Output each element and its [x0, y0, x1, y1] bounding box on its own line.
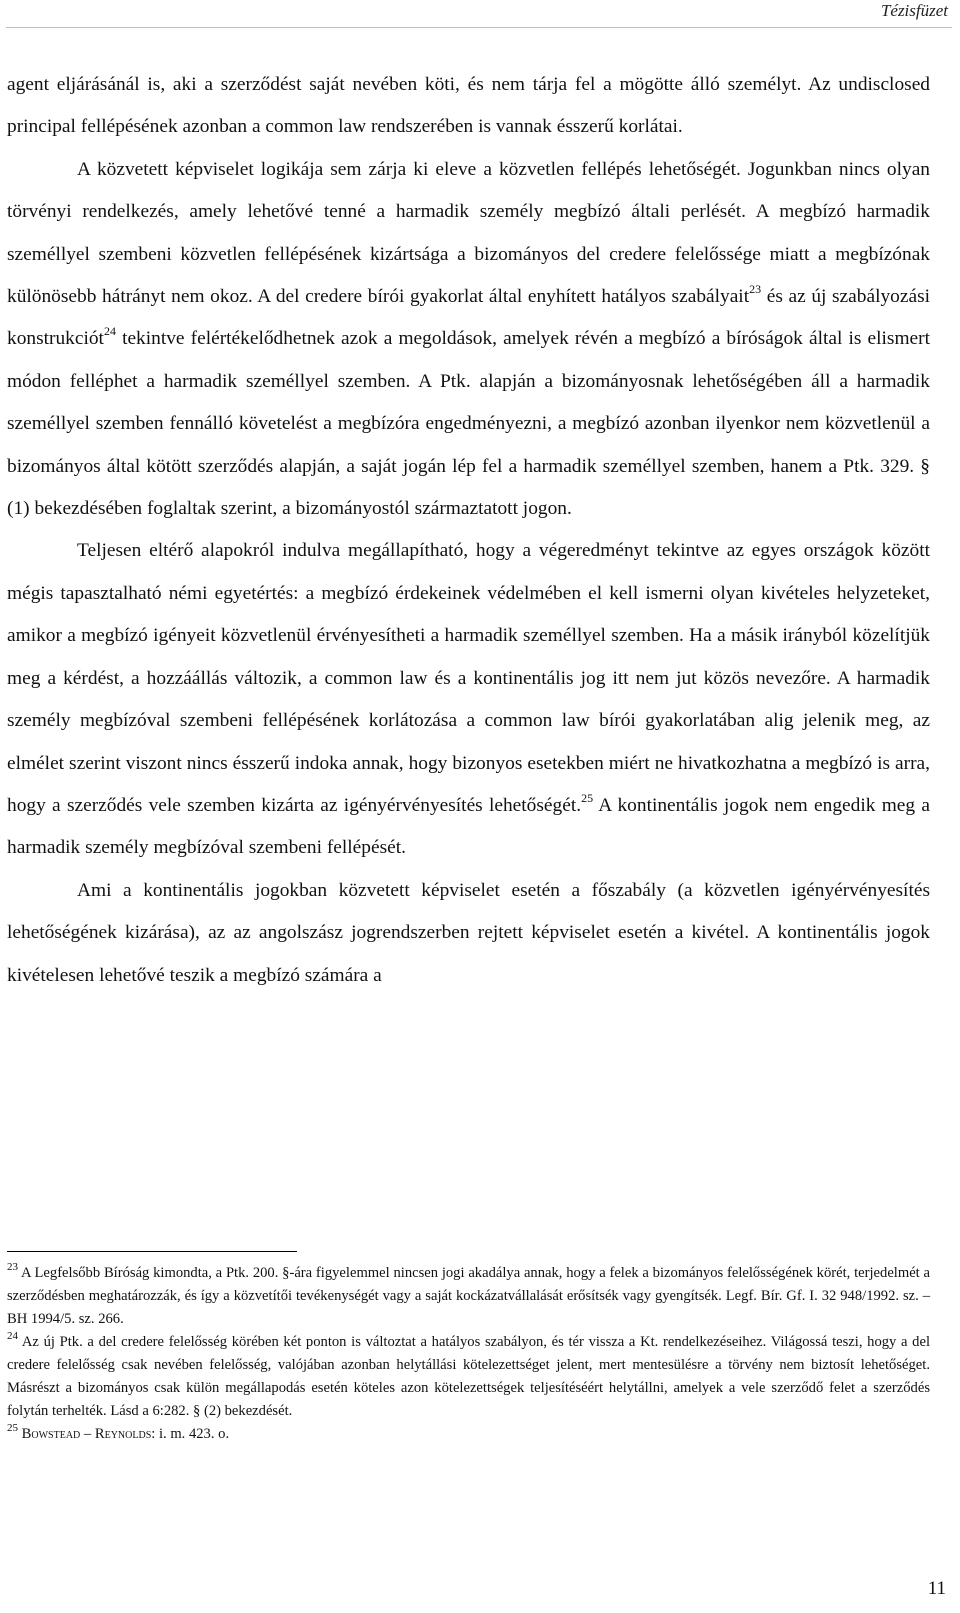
footnote-23-number: 23 [7, 1261, 18, 1273]
page-number: 11 [927, 1578, 946, 1599]
paragraph-1: agent eljárásánál is, aki a szerződést saját nevében köti, és nem tárja fel a mögötte álló személyt. Az undisclosed principal fellépésének azonban a common law rendszerében is vannak ésszerű korlátai. [7, 74, 930, 138]
paragraph-3 [7, 530, 930, 869]
header-title: Tézisfüzet [880, 1, 948, 20]
footnote-24 [7, 1331, 930, 1423]
paragraph-3-part-a: Teljesen eltérő alapokról indulva megállapítható, hogy a végeredményt tekintve az egyes országok között mégis tapasztalható némi egyetértés: a megbízó érdekeinek védelmében el kell ismerni olyan kivételes helyzeteket, amikor a megbízó igényeit közvetlenül érvényesítheti a harmadik személlyel szemben. Ha a másik irányból közelítjük meg a kérdést, a hozzáállás változik, a common law és a kontinentális jog itt nem jut közös nevezőre. A harmadik személy megbízóval szembeni fellépésének korlátozása a common law bírói gyakorlatában alig jelenik meg, az elmélet szerint viszont nincs ésszerű indoka annak, hogy bizonyos esetekben miért ne hivatkozhatna a megbízó is arra, hogy a szerződés vele szemben kizárta az igényérvényesítés lehetőségét. [7, 540, 930, 816]
footnote-25-text: : i. m. 423. o. [151, 1426, 230, 1442]
header-rule [6, 27, 952, 28]
footnote-24-text: Az új Ptk. a del credere felelősség körében két ponton is változtat a hatályos szabályon, és tér vissza a Kt. rendelkezéseihez. Világossá teszi, hogy a del credere felelősség csak nevében felelősség, valójában azonban helytállási kötelezettséget jelent, mert mentesülésre a törvény nem biztosít lehetőséget. Másrészt a bizományos csak külön megállapodás esetén köteles azon kötelezettségek teljesítéséért helytállni, amelyek a vele szerződő felet a szerződés folytán terhelték. Lásd a 6:282. § (2) bekezdését. [7, 1334, 931, 1419]
paragraph-4: Ami a kontinentális jogokban közvetett képviselet esetén a főszabály (a közvetlen igényérvényesítés lehetőségének kizárása), az az angolszász jogrendszerben rejtett képviselet esetén a kivétel. A kontinentális jogok kivételesen lehetővé teszik a megbízó számára a [7, 879, 930, 986]
footnote-ref-23[interactable]: 23 [749, 282, 762, 297]
paragraph-2 [7, 149, 930, 531]
paragraph-2-part-b: és az új szabályozási konstrukciót [7, 286, 930, 350]
footnote-25 [7, 1423, 930, 1446]
footnote-23-text: A Legfelsőbb Bíróság kimondta, a Ptk. 200. §-ára figyelemmel nincsen jogi akadálya annak, hogy a felek a bizományos felelősségének körét, terjedelmét a szerződésben meghatározzák, és így a közvetítői tevékenységét vagy a saját kockázatvállalását erősítsék vagy gyengítsék. Legf. Bír. Gf. I. 32 948/1992. sz. – BH 1994/5. sz. 266. [7, 1265, 930, 1327]
paragraph-2-part-a: A közvetett képviselet logikája sem zárja ki eleve a közvetlen fellépés lehetőségét. Jogunkban nincs olyan törvényi rendelkezés, amely lehetővé tenné a harmadik személy megbízó általi perlését. A megbízó harmadik személlyel szembeni közvetlen fellépésének kizártsága a bizományos del credere felelőssége miatt a megbízónak különösebb hátrányt nem okoz. A del credere bírói gyakorlat által enyhített hatályos szabályait [7, 158, 930, 308]
main-text [7, 64, 930, 997]
paragraph-2-part-c: tekintve felértékelődhetnek azok a megoldások, amelyek révén a megbízó a bíróságok által is elismert módon felléphet a harmadik személlyel szemben. A Ptk. alapján a bizományosnak lehetőségében áll a harmadik személlyel szemben fennálló követelést a megbízóra engedményezni, a megbízó azonban ilyenkor nem közvetlenül a bizományos által kötött szerződés alapján, a saját jogán lép fel a harmadik személlyel szemben, hanem a Ptk. 329. § (1) bekezdésében foglaltak szerint, a bizományostól származtatott jogon. [7, 328, 930, 520]
paragraph-3-part-b: A kontinentális jogok nem engedik meg a harmadik személy megbízóval szembeni fellépését. [7, 794, 930, 859]
footnote-25-number: 25 [7, 1422, 18, 1434]
footnote-25-authors: Bowstead – Reynolds [21, 1426, 152, 1442]
page-header [0, 0, 960, 40]
footnote-ref-25[interactable]: 25 [581, 790, 594, 805]
footnote-23 [7, 1262, 930, 1331]
footnotes [7, 1262, 930, 1446]
footnote-separator [7, 1251, 297, 1252]
footnote-24-number: 24 [7, 1330, 18, 1342]
footnote-ref-24[interactable]: 24 [103, 324, 116, 339]
